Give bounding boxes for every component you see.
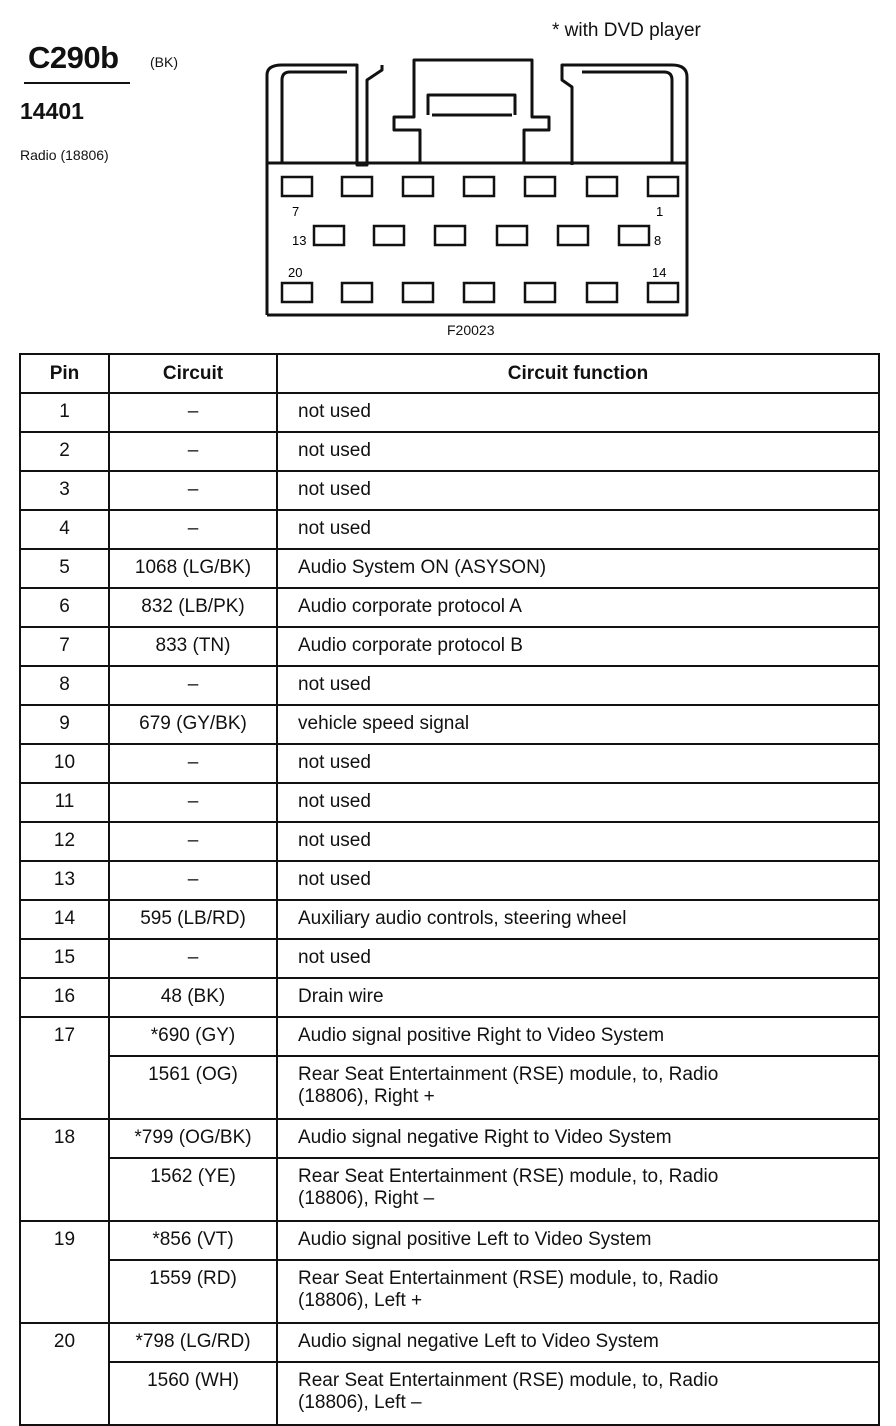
circuit-cell: 1559 (RD): [109, 1260, 277, 1323]
function-cell: not used: [277, 861, 879, 900]
function-line-1: Rear Seat Entertainment (RSE) module, to, Radio: [298, 1268, 719, 1289]
circuit-cell: *798 (LG/RD): [109, 1323, 277, 1362]
pin-cell: 9: [20, 705, 109, 744]
function-cell: Drain wire: [277, 978, 879, 1017]
table-row: [20, 822, 879, 861]
pin-cell: 3: [20, 471, 109, 510]
function-cell: not used: [277, 744, 879, 783]
pin-cell: 1: [20, 393, 109, 432]
pin-cell: 14: [20, 900, 109, 939]
function-cell: [277, 1260, 879, 1323]
circuit-cell: –: [109, 393, 277, 432]
pin-cell: 10: [20, 744, 109, 783]
header-pin: Pin: [20, 354, 109, 393]
pin-label-7: 7: [292, 204, 300, 219]
pin-cell: 8: [20, 666, 109, 705]
table-subrow: [20, 1056, 879, 1119]
connector-id-underline: [24, 82, 130, 84]
circuit-cell: 595 (LB/RD): [109, 900, 277, 939]
pin-cell: 17: [20, 1017, 109, 1119]
function-cell: Audio signal negative Left to Video System: [277, 1323, 879, 1362]
circuit-cell: 832 (LB/PK): [109, 588, 277, 627]
table-row: [20, 666, 879, 705]
table-row: [20, 432, 879, 471]
table-row: [20, 1119, 879, 1158]
pin-label-1: 1: [656, 204, 664, 219]
pin-cell: 12: [20, 822, 109, 861]
pin-cell: 4: [20, 510, 109, 549]
circuit-cell: *690 (GY): [109, 1017, 277, 1056]
circuit-cell: 679 (GY/BK): [109, 705, 277, 744]
table-row: [20, 1221, 879, 1260]
part-number: 14401: [20, 98, 84, 124]
pin-cell: 15: [20, 939, 109, 978]
component-name: Radio (18806): [20, 147, 109, 163]
function-line-2: (18806), Left –: [298, 1392, 422, 1413]
function-cell: not used: [277, 432, 879, 471]
table-row: [20, 549, 879, 588]
circuit-cell: –: [109, 471, 277, 510]
function-cell: not used: [277, 666, 879, 705]
circuit-cell: *799 (OG/BK): [109, 1119, 277, 1158]
function-cell: not used: [277, 471, 879, 510]
pin-cell: 7: [20, 627, 109, 666]
table-row: [20, 1017, 879, 1056]
pin-cell: 2: [20, 432, 109, 471]
function-line-2: (18806), Right +: [298, 1086, 435, 1107]
pin-cavities: [282, 177, 678, 302]
function-cell: Audio corporate protocol B: [277, 627, 879, 666]
pin-cell: 11: [20, 783, 109, 822]
function-cell: not used: [277, 393, 879, 432]
pin-cell: 16: [20, 978, 109, 1017]
figure-id: F20023: [447, 322, 495, 338]
circuit-cell: 833 (TN): [109, 627, 277, 666]
table-row: [20, 393, 879, 432]
connector-id: C290b: [28, 40, 119, 75]
circuit-cell: –: [109, 666, 277, 705]
circuit-cell: 1561 (OG): [109, 1056, 277, 1119]
pin-label-8: 8: [654, 233, 662, 248]
pin-label-14: 14: [652, 265, 667, 280]
function-cell: Audio System ON (ASYSON): [277, 549, 879, 588]
table-row: [20, 783, 879, 822]
circuit-cell: –: [109, 783, 277, 822]
function-cell: [277, 1158, 879, 1221]
pin-cell: 5: [20, 549, 109, 588]
table-subrow: [20, 1362, 879, 1425]
function-line-1: Rear Seat Entertainment (RSE) module, to, Radio: [298, 1064, 719, 1085]
circuit-cell: 1562 (YE): [109, 1158, 277, 1221]
circuit-cell: –: [109, 822, 277, 861]
function-cell: Audio signal positive Left to Video System: [277, 1221, 879, 1260]
table-row: [20, 627, 879, 666]
function-cell: vehicle speed signal: [277, 705, 879, 744]
function-cell: not used: [277, 783, 879, 822]
function-cell: Audio signal negative Right to Video System: [277, 1119, 879, 1158]
function-cell: [277, 1362, 879, 1425]
function-cell: Audio corporate protocol A: [277, 588, 879, 627]
table-subrow: [20, 1158, 879, 1221]
table-row: [20, 588, 879, 627]
header-circuit: Circuit: [109, 354, 277, 393]
table-subrow: [20, 1260, 879, 1323]
pin-label-13: 13: [292, 233, 307, 248]
pin-cell: 20: [20, 1323, 109, 1425]
circuit-cell: 1560 (WH): [109, 1362, 277, 1425]
pin-cell: 18: [20, 1119, 109, 1221]
function-line-1: Rear Seat Entertainment (RSE) module, to, Radio: [298, 1166, 719, 1187]
circuit-cell: –: [109, 510, 277, 549]
table-row: [20, 705, 879, 744]
connector-color-code: (BK): [150, 54, 178, 70]
function-line-2: (18806), Right –: [298, 1188, 435, 1209]
table-row: [20, 1323, 879, 1362]
function-line-1: Rear Seat Entertainment (RSE) module, to, Radio: [298, 1370, 719, 1391]
pin-cell: 13: [20, 861, 109, 900]
table-row: [20, 744, 879, 783]
circuit-cell: –: [109, 939, 277, 978]
circuit-cell: 1068 (LG/BK): [109, 549, 277, 588]
function-cell: Auxiliary audio controls, steering wheel: [277, 900, 879, 939]
circuit-cell: –: [109, 861, 277, 900]
table-row: [20, 900, 879, 939]
pin-label-20: 20: [288, 265, 303, 280]
table-row: [20, 861, 879, 900]
header-circuit-function: Circuit function: [277, 354, 879, 393]
table-row: [20, 978, 879, 1017]
function-line-2: (18806), Left +: [298, 1290, 423, 1311]
function-cell: not used: [277, 510, 879, 549]
function-cell: not used: [277, 822, 879, 861]
table-row: [20, 510, 879, 549]
table-row: [20, 471, 879, 510]
circuit-cell: –: [109, 744, 277, 783]
function-cell: not used: [277, 939, 879, 978]
circuit-cell: –: [109, 432, 277, 471]
pinout-table: [19, 353, 880, 1426]
function-cell: [277, 1056, 879, 1119]
table-row: [20, 939, 879, 978]
circuit-cell: *856 (VT): [109, 1221, 277, 1260]
circuit-cell: 48 (BK): [109, 978, 277, 1017]
function-cell: Audio signal positive Right to Video System: [277, 1017, 879, 1056]
connector-face-diagram: [262, 55, 692, 320]
pin-cell: 19: [20, 1221, 109, 1323]
footnote: * with DVD player: [552, 20, 701, 41]
pin-cell: 6: [20, 588, 109, 627]
